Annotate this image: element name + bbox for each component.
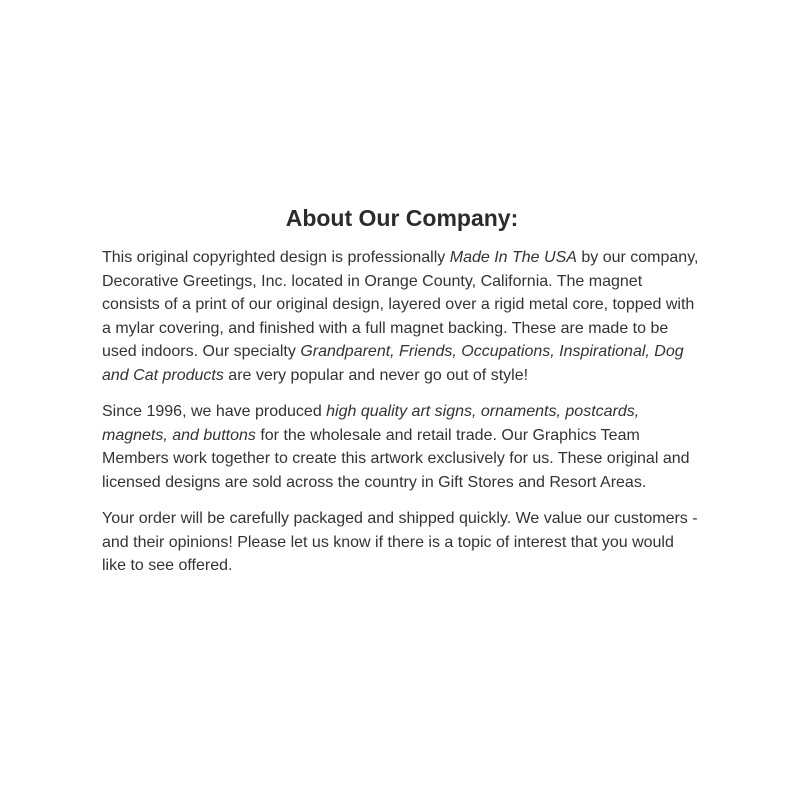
- text-segment: for the wholesale and retail trade. Our Graphics Team Members work together to create this artwork exclusively for us. These original and licensed designs are sold across the country in Gift Stores and Resort Areas.: [102, 426, 690, 491]
- text-segment: by our company, Decorative Greetings, Inc. located in Orange County, California. The magnet consists of a print of our original design, layered over a rigid metal core, topped with a mylar covering, and finished with a full magnet backing. These are made to be used indoors. Our specialty: [102, 249, 699, 360]
- text-segment: This original copyrighted design is professionally: [102, 249, 450, 266]
- paragraph-order-shipping: [102, 507, 702, 578]
- paragraph-since-1996: [102, 400, 702, 494]
- paragraph-made-in-usa: [102, 246, 702, 387]
- about-company-section: [102, 200, 702, 591]
- text-segment: Since 1996, we have produced: [102, 403, 327, 420]
- page-heading: About Our Company:: [285, 205, 519, 231]
- text-segment: are very popular and never go out of style!: [223, 366, 529, 384]
- italic-text-segment: Grandparent, Friends, Occupations, Inspirational, Dog and Cat products: [102, 343, 684, 384]
- italic-text-segment: high quality art signs, ornaments, postcards, magnets, and buttons: [102, 403, 640, 444]
- italic-text-segment: Made In The USA: [449, 249, 577, 266]
- text-segment: Your order will be carefully packaged and shipped quickly. We value our customers - and their opinions! Please let us know if there is a topic of interest that you would like to see offered.: [102, 510, 698, 574]
